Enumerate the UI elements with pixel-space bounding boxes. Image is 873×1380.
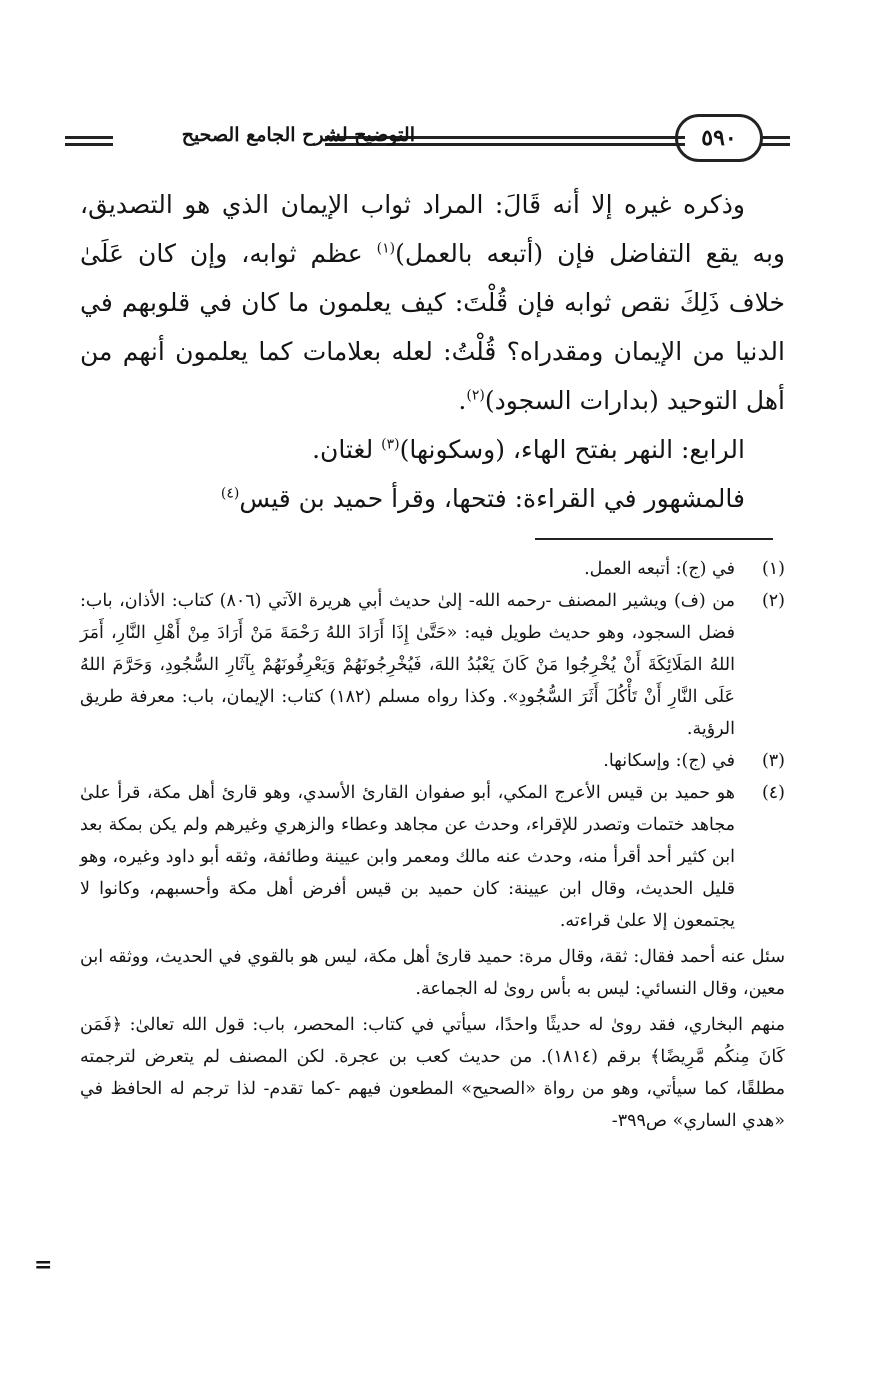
footnote-number: (٢): [761, 591, 785, 611]
footnote-number: (٤): [761, 783, 785, 803]
paragraph-1: [80, 180, 785, 425]
text-run: الرابع: النهر بفتح الهاء، (وسكونها): [399, 435, 745, 464]
footnote-number: (١): [761, 559, 785, 579]
footnote-text: من (ف) ويشير المصنف -رحمه الله- إلىٰ حديث أبي هريرة الآتي (٨٠٦) كتاب: الأذان، باب: فضل السجود، وهو حديث طويل فيه: «حَتَّىٰ إِذَا أَرَادَ اللهُ رَحْمَةَ مَنْ أَرَادَ مِنْ أَهْلِ النَّارِ، أَمَرَ اللهُ المَلَائِكَةَ أَنْ يُخْرِجُوا مَنْ كَانَ يَعْبُدُ اللهَ، فَيُخْرِجُونَهُمْ وَيَعْرِفُونَهُمْ بِآثَارِ السُّجُودِ، وَحَرَّمَ اللهُ عَلَى النَّارِ أَنْ تَأْكُلَ أَثَرَ السُّجُودِ». وكذا رواه مسلم (١٨٢) كتاب: الإيمان، باب: معرفة طريق الرؤية.: [80, 591, 736, 739]
footnote-text: هو حميد بن قيس الأعرج المكي، أبو صفوان القارئ الأسدي، وهو قارئ أهل مكة، قرأ علىٰ مجاهد ختمات وتصدر للإقراء، وحدث عن مجاهد وعطاء والزهري وغيرهم ولم يكن بمكة بعد ابن كثير أحد أقرأ منه، وحدث عنه مالك ومعمر وابن عيينة وطائفة، وثقه أبو داود وغيره، وهو قليل الحديث، وقال ابن عيينة: كان حميد بن قيس أفرض أهل مكة وأحسبهم، وكانوا لا يجتمعون إلا علىٰ قراءته.: [80, 783, 735, 931]
text-run: وذكره غيره إلا أنه قَالَ: المراد ثواب الإيمان الذي هو التصديق، وبه يقع التفاضل فإن (أتبعه بالعمل): [80, 190, 785, 268]
footnote-ref-1: (١): [376, 240, 396, 257]
continuation-mark: =: [34, 1252, 53, 1278]
footnote-text: في (ج): وإسكانها.: [603, 751, 735, 771]
paragraph-2: [80, 425, 785, 474]
footnote-4-continuation: منهم البخاري، فقد روىٰ له حديثًا واحدًا، سيأتي في كتاب: المحصر، باب: قول الله تعالىٰ: ﴿فَمَن كَانَ مِنكُم مَّرِيضًا﴾ برقم (١٨١٤). من حديث كعب بن عجرة. لكن المصنف لم يتعرض لترجمته مطلقًا، كما سيأتي، وهو من رواة «الصحيح» المطعون فيهم -كما تقدم- لذا ترجم له الحافظ في «هدي الساري» ص٣٩٩-: [80, 1015, 786, 1131]
footnote-1: [80, 553, 785, 585]
header-rule-short: [65, 136, 113, 146]
footnote-4: [80, 777, 785, 937]
footnote-ref-2: (٢): [466, 387, 485, 404]
page-number-frame: [675, 114, 763, 162]
header-rule-end: [760, 136, 790, 146]
footnote-ref-3: (٣): [381, 436, 400, 453]
text-run: عظم ثوابه، وإن كان عَلَىٰ خلاف ذَلِكَ نقص ثوابه فإن قُلْتَ: كيف يعلمون ما كان في قلوبهم في الدنيا من الإيمان ومقدراه؟ قُلْتُ: لعله بعلامات كما يعلمون أنهم من أهل التوحيد (بدارات السجود): [80, 239, 785, 415]
main-text: [80, 180, 785, 523]
text-run: لغتان.: [312, 435, 382, 464]
text-run: فالمشهور في القراءة: فتحها، وقرأ حميد بن قيس: [239, 484, 745, 513]
page-header: [55, 110, 795, 170]
paragraph-3: [80, 474, 785, 523]
footnote-separator: [535, 538, 773, 540]
running-title: التوضيح لشرح الجامع الصحيح: [181, 124, 415, 146]
page-number: ٥٩٠: [701, 125, 737, 151]
footnote-4-continuation: سئل عنه أحمد فقال: ثقة، وقال مرة: حميد قارئ أهل مكة، ليس هو بالقوي في الحديث، ووثقه ابن معين، وقال النسائي: ليس به بأس روىٰ له الجماعة.: [80, 947, 785, 999]
footnotes: [80, 553, 785, 1137]
footnote-3: [80, 745, 785, 777]
footnote-2: [80, 585, 785, 745]
text-run: .: [458, 386, 467, 415]
footnote-text: في (ج): أتبعه العمل.: [584, 559, 735, 579]
footnote-ref-4: (٤): [220, 485, 240, 502]
footnote-number: (٣): [761, 751, 785, 771]
